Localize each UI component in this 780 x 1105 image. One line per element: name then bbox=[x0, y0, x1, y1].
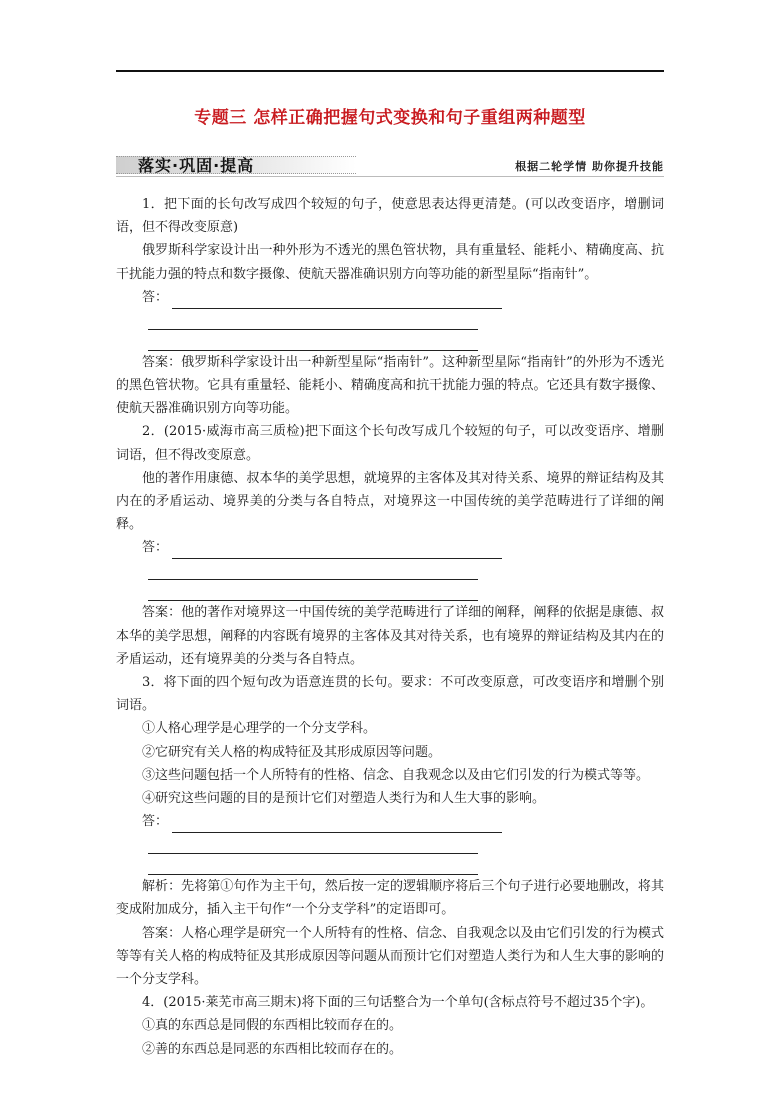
answer-blank[interactable] bbox=[148, 854, 478, 875]
banner-subtitle: 根据二轮学情 助你提升技能 bbox=[515, 160, 664, 173]
q1-answer-line[interactable] bbox=[116, 286, 664, 309]
answer-blank[interactable] bbox=[148, 330, 478, 351]
banner-rule bbox=[116, 176, 664, 177]
answer-blank[interactable] bbox=[172, 294, 502, 309]
answer-blank[interactable] bbox=[172, 544, 502, 559]
answer-label: 答： bbox=[142, 540, 169, 556]
q3-prompt: 3．将下面的四个短句改为语意连贯的长句。要求：不可改变原意，可改变语序和增删个别词语。 bbox=[116, 675, 664, 714]
page-title: 专题三 怎样正确把握句式变换和句子重组两种题型 bbox=[194, 108, 586, 128]
q3-item: ③这些问题包括一个人所特有的性格、信念、自我观念以及由它们引发的行为模式等等。 bbox=[142, 767, 650, 783]
answer-blank[interactable] bbox=[172, 818, 502, 833]
q2-answer: 答案：他的著作对境界这一中国传统的美学范畴进行了详细的阐释，阐释的依据是康德、叔本华的美学思想，阐释的内容既有境界的主客体及其对待关系，也有境界的辩证结构及其内在的矛盾运动，还有境界美的分类与各自特点。 bbox=[116, 605, 664, 667]
q3-answer-line[interactable] bbox=[116, 810, 664, 833]
q4-item: ①真的东西总是同假的东西相比较而存在的。 bbox=[142, 1018, 403, 1034]
section-banner bbox=[116, 150, 664, 178]
answer-blank[interactable] bbox=[148, 309, 478, 330]
answer-blank[interactable] bbox=[148, 833, 478, 854]
answer-blank[interactable] bbox=[148, 559, 478, 580]
q4-prompt: 4．(2015·莱芜市高三期末)将下面的三句话整合为一个单句(含标点符号不超过35个字)。 bbox=[142, 995, 654, 1011]
q3-item: ①人格心理学是心理学的一个分支学科。 bbox=[142, 721, 377, 737]
answer-label: 答： bbox=[142, 814, 169, 830]
q4-item: ②善的东西总是同恶的东西相比较而存在的。 bbox=[142, 1041, 403, 1057]
q1-text: 俄罗斯科学家设计出一种外形为不透光的黑色管状物，具有重量轻、能耗小、精确度高、抗干扰能力强的特点和数字摄像、使航天器准确识别方向等功能的新型星际“指南针”。 bbox=[116, 243, 664, 282]
q2-text: 他的著作用康德、叔本华的美学思想，就境界的主客体及其对待关系、境界的辩证结构及其内在的矛盾运动、境界美的分类与各自特点，对境界这一中国传统的美学范畴进行了详细的阐释。 bbox=[116, 470, 664, 533]
q3-item: ②它研究有关人格的构成特征及其形成原因等问题。 bbox=[142, 744, 442, 760]
q2-prompt: 2．(2015·威海市高三质检)把下面这个长句改写成几个较短的句子，可以改变语序、增删词语，但不得改变原意。 bbox=[116, 424, 664, 463]
q1-prompt: 1．把下面的长句改写成四个较短的句子，使意思表达得更清楚。(可以改变语序，增删词语，但不得改变原意) bbox=[116, 197, 664, 236]
top-rule bbox=[116, 70, 664, 72]
answer-label: 答： bbox=[142, 289, 169, 305]
q2-answer-line[interactable] bbox=[116, 536, 664, 559]
q3-answer: 答案：人格心理学是研究一个人所特有的性格、信念、自我观念以及由它们引发的行为模式等等有关人格的构成特征及其形成原因等问题从而预计它们对塑造人类行为和人生大事的影响的一个分支学科。 bbox=[116, 925, 664, 988]
q3-analysis: 解析：先将第①句作为主干句，然后按一定的逻辑顺序将后三个句子进行必要地删改，将其变成附加成分，插入主干句作“一个分支学科”的定语即可。 bbox=[116, 879, 664, 918]
document-body bbox=[116, 193, 664, 1061]
q3-item: ④研究这些问题的目的是预计它们对塑造人类行为和人生大事的影响。 bbox=[142, 791, 546, 807]
q1-answer: 答案：俄罗斯科学家设计出一种新型星际“指南针”。这种新型星际“指南针”的外形为不透光的黑色管状物。它具有重量轻、能耗小、精确度高和抗干扰能力强的特点。它还具有数字摄像、使航天器准确识别方向等功能。 bbox=[116, 354, 664, 417]
banner-label: 落实·巩固·提高 bbox=[138, 156, 255, 175]
answer-blank[interactable] bbox=[148, 580, 478, 601]
